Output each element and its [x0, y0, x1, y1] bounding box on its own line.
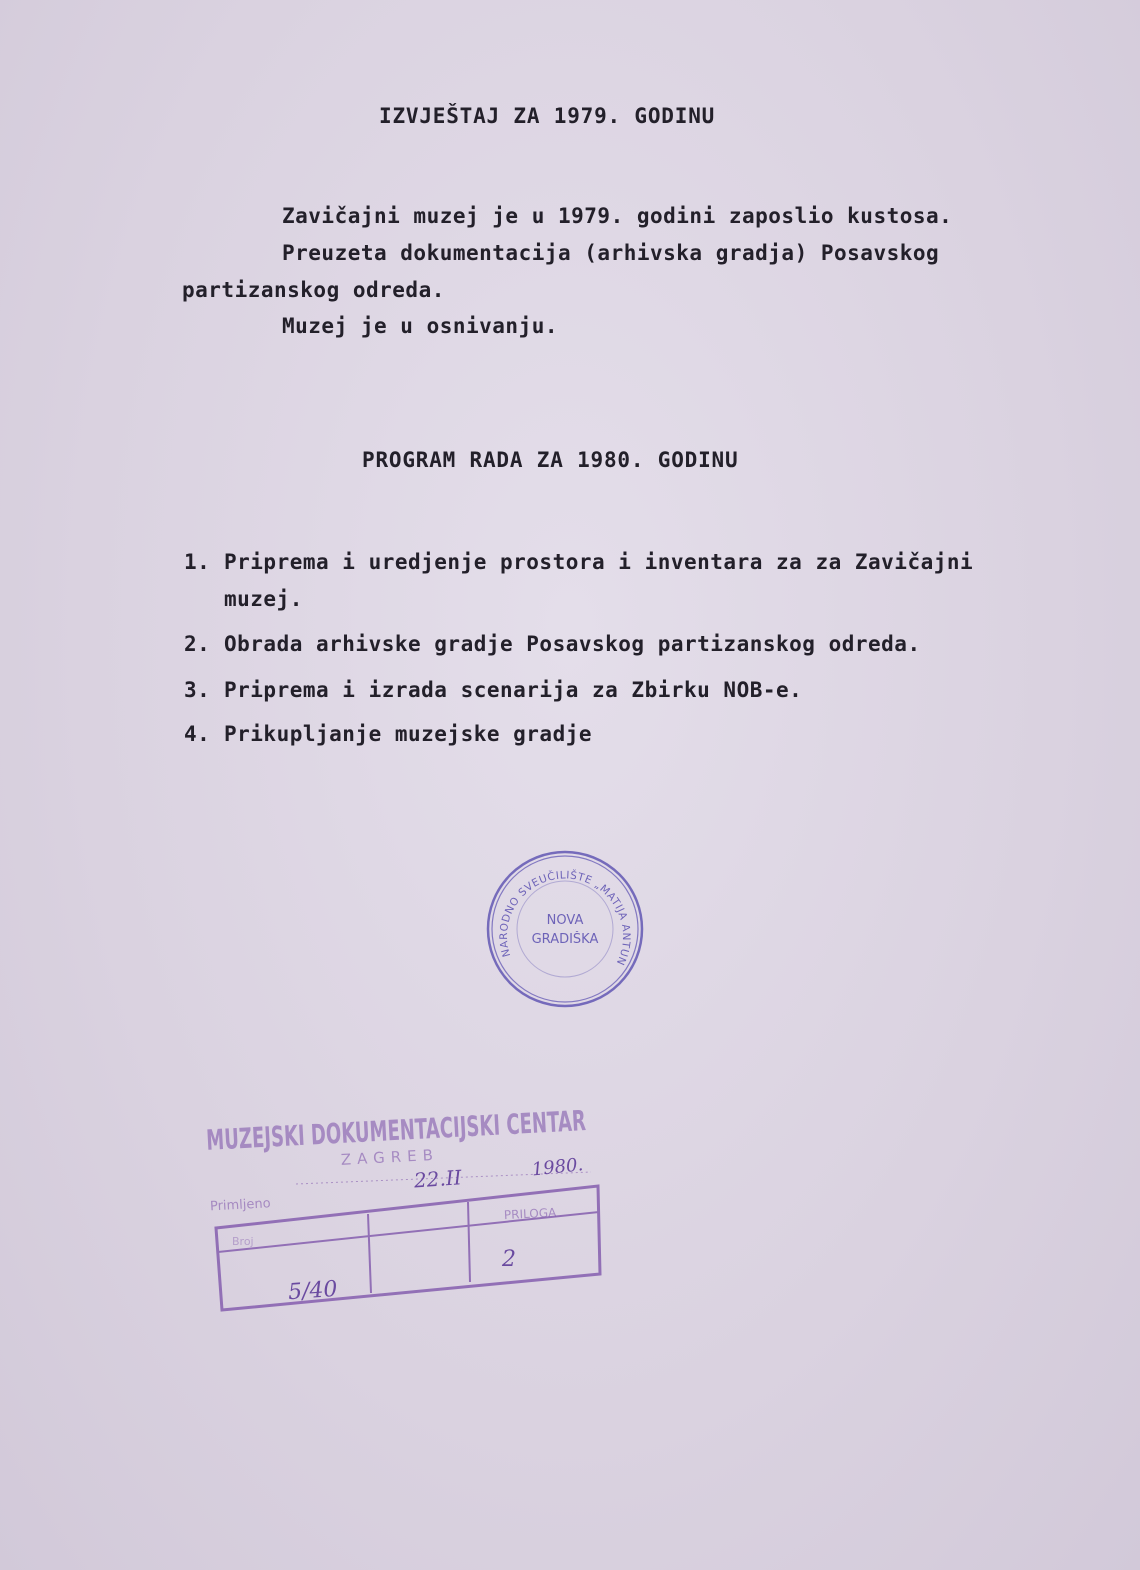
registry-stamp-graphic — [196, 1080, 616, 1330]
program-item-4-number: 4. — [184, 722, 211, 746]
registry-stamp-attachments: 2 — [502, 1247, 516, 1272]
registry-stamp-year: 1980. — [530, 1154, 585, 1181]
registry-stamp-date: 22.II — [413, 1165, 463, 1193]
program-item-4-text: Prikupljanje muzejske gradje — [224, 722, 593, 746]
registry-stamp-header: MUZEJSKI DOKUMENTACIJSKI — [205, 1100, 616, 1157]
round-stamp-center-line-2: GRADIŠKA — [531, 932, 599, 947]
round-stamp-center-line-1: NOVA — [546, 913, 584, 928]
registry-stamp-city: ZAGREB — [340, 1145, 440, 1169]
registry-stamp-number: 5/40 — [287, 1276, 339, 1306]
report-line-4: Muzej je u osnivanju. — [282, 314, 559, 338]
report-title: IZVJEŠTAJ ZA 1979. GODINU — [379, 104, 716, 128]
program-item-1-continuation: muzej. — [224, 587, 303, 611]
round-stamp-ring-text: NARODNO SVEUČILIŠTE „MATIJA ANTUN — [497, 869, 633, 968]
program-item-1-number: 1. — [184, 550, 211, 574]
round-stamp — [484, 848, 646, 1010]
report-line-3: partizanskog odreda. — [182, 278, 445, 302]
program-item-2-number: 2. — [184, 632, 211, 656]
registry-stamp-col-right-label: PRILOGA — [503, 1205, 557, 1223]
program-item-2-text: Obrada arhivske gradje Posavskog partizanskog odreda. — [224, 632, 921, 656]
report-line-2: Preuzeta dokumentacija (arhivska gradja) Posavskog — [282, 241, 940, 265]
round-stamp-graphic — [484, 848, 646, 1010]
program-item-3-text: Priprema i izrada scenarija za Zbirku NOB-e. — [224, 678, 803, 702]
program-item-3-number: 3. — [184, 678, 211, 702]
registry-stamp-received-label: Primljeno — [209, 1196, 272, 1215]
program-item-1-text: Priprema i uredjenje prostora i inventara za za Zavičajni — [224, 550, 974, 574]
report-line-1: Zavičajni muzej je u 1979. godini zaposlio kustosa. — [282, 204, 953, 228]
program-title: PROGRAM RADA ZA 1980. GODINU — [362, 448, 739, 472]
registry-stamp-col-left-label: Broj — [232, 1235, 254, 1248]
registry-stamp — [196, 1080, 616, 1330]
